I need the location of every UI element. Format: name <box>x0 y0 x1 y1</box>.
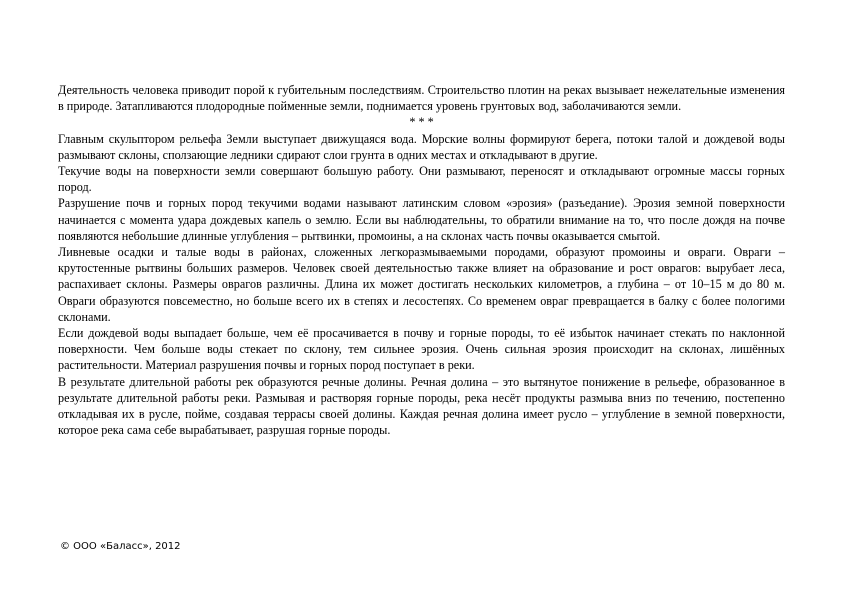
paragraph-water-sculptor: Главным скульптором рельефа Земли выступает движущаяся вода. Морские волны формируют берега, потоки талой и дождевой воды размывают склоны, сползающие ледники сдирают слои грунта в одних местах и откладывают в другие. <box>58 131 785 162</box>
document-body <box>58 82 785 438</box>
paragraph-human-impact: Деятельность человека приводит порой к губительным последствиям. Строительство плотин на реках вызывает нежелательные изменения в природе. Затапливаются плодородные пойменные земли, поднимается уровень грунтовых вод, заболачиваются земли. <box>58 83 785 114</box>
paragraph-ravines: Ливневые осадки и талые воды в районах, сложенных легкоразмываемыми породами, образуют промоины и овраги. Овраги – крутостенные рытвины больших размеров. Человек своей деятельностью также влияет на образование и рост оврагов: вырубает леса, распахивает склоны. Размеры оврагов различны. Длина их может достигать нескольких километров, а глубина – от 10–15 м до 80 м. Овраги образуются повсеместно, но больше всего их в степях и лесостепях. Со временем овраг превращается в балку с более пологими склонами. <box>58 245 785 324</box>
paragraph-runoff: Если дождевой воды выпадает больше, чем её просачивается в почву и горные породы, то её избыток начинает стекать по наклонной поверхности. Чем больше воды стекает по склону, тем сильнее эрозия. Очень сильная эрозия происходит на склонах, лишённых растительности. Материал разрушения почвы и горных пород поступает в реки. <box>58 326 785 373</box>
paragraph-flowing-water: Текучие воды на поверхности земли совершают большую работу. Они размывают, переносят и откладывают огромные массы горных пород. <box>58 164 785 195</box>
copyright-footer: © ООО «Баласс», 2012 <box>60 541 181 552</box>
paragraph-river-valleys: В результате длительной работы рек образуются речные долины. Речная долина – это вытянутое понижение в рельефе, образованное в результате длительной работы реки. Размывая и растворяя горные породы, река несёт продукты размыва вниз по течению, постепенно откладывая их в русле, пойме, создавая террасы своей долины. Каждая речная долина имеет русло – углубление в земной поверхности, которое река сама себе вырабатывает, разрушая горные породы. <box>58 374 785 438</box>
paragraph-erosion: Разрушение почв и горных пород текучими водами называют латинским словом «эрозия» (разъедание). Эрозия земной поверхности начинается с момента удара дождевых капель о землю. Если вы наблюдательны, то обратили внимание на то, что после дождя на почве появляются небольшие длинные углубления – рытвинки, промоины, а на склонах часть почвы оказывается смытой. <box>58 196 785 243</box>
section-separator: * * * <box>409 115 434 130</box>
